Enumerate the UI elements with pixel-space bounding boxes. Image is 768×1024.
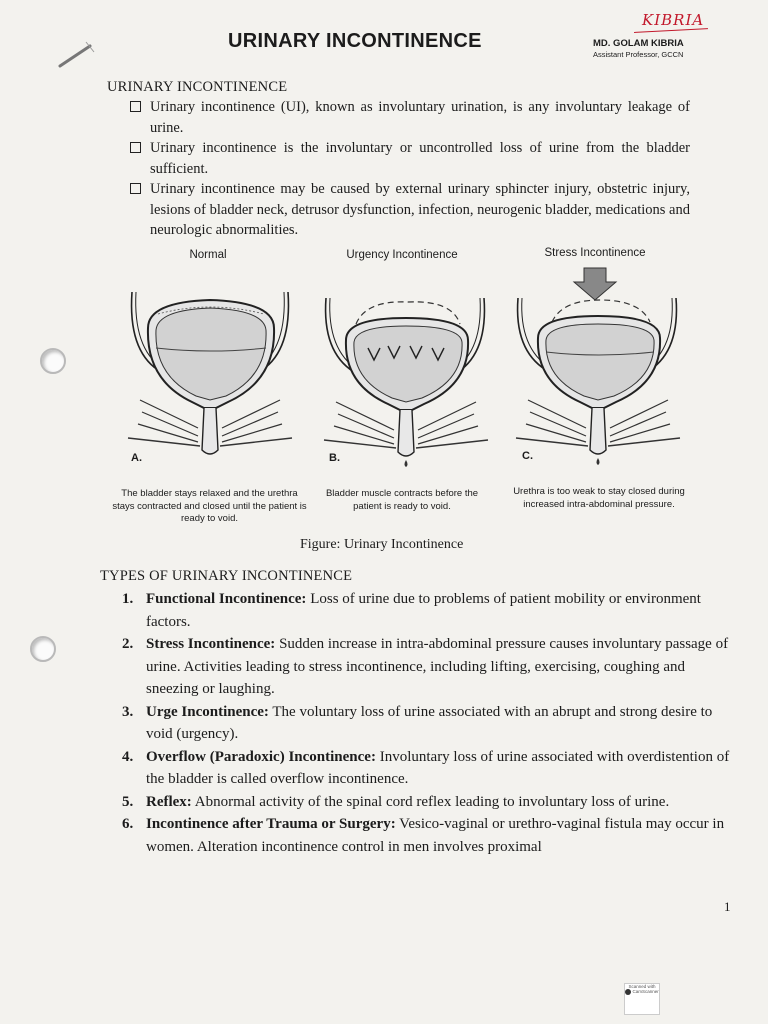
panel-letter-a: A. — [131, 452, 142, 464]
author-role: Assistant Professor, GCCN — [593, 50, 684, 59]
panel-caption-normal: The bladder stays relaxed and the urethra stays contracted and closed until the patient is ready to void. — [112, 488, 307, 524]
bullet-item — [130, 97, 690, 138]
staple-mark — [56, 40, 96, 70]
term-label: Reflex: — [146, 793, 192, 810]
panel-letter-b: B. — [329, 452, 340, 464]
scanner-stamp — [624, 983, 660, 1015]
panel-caption-stress: Urethra is too weak to stay closed during increased intra-abdominal pressure. — [513, 486, 685, 510]
document-title: URINARY INCONTINENCE — [228, 30, 482, 52]
types-list — [118, 588, 730, 858]
term-label: Urge Incontinence: — [146, 703, 269, 720]
term-label: Functional Incontinence: — [146, 591, 307, 607]
checkbox-bullet-icon — [130, 183, 141, 194]
section-heading-types: TYPES OF URINARY INCONTINENCE — [100, 568, 353, 584]
page-number: 1 — [724, 899, 731, 914]
bullet-item — [130, 138, 690, 179]
list-number: 6. — [122, 816, 134, 832]
term-description: Involuntary loss of urine associated with overdistention of the bladder is called overflow incontinence. — [146, 748, 730, 787]
figure-caption: Figure: Urinary Incontinence — [300, 537, 464, 552]
author-name: MD. GOLAM KIBRIA — [593, 38, 684, 49]
panel-letter-c: C. — [522, 450, 533, 462]
term-description: Abnormal activity of the spinal cord reflex leading to involuntary loss of urine. — [191, 793, 670, 810]
list-number: 2. — [122, 636, 134, 652]
bullet-item — [130, 179, 690, 241]
list-item — [118, 813, 730, 858]
bullet-text: Urinary incontinence is the involuntary or uncontrolled loss of urine from the bladder sufficient. — [150, 140, 690, 177]
handwritten-signature: KIBRIA — [642, 11, 705, 29]
bladder-diagram-normal — [118, 290, 303, 460]
list-number: 1. — [122, 591, 134, 607]
list-item — [118, 746, 730, 791]
bullet-text: Urinary incontinence may be caused by external urinary sphincter injury, obstetric injury, lesions of bladder neck, detrusor dysfunction, infection, neurogenic bladder, medications and neurologic abnormalities. — [150, 181, 690, 238]
term-label: Overflow (Paradoxic) Incontinence: — [146, 748, 376, 765]
list-item — [118, 633, 730, 701]
bullet-text: Urinary incontinence (UI), known as involuntary urination, is any involuntary leakage of urine. — [150, 99, 690, 136]
stamp-text: Scanned with — [628, 984, 656, 989]
term-label: Stress Incontinence: — [146, 636, 276, 652]
term-description: The voluntary loss of urine associated with an abrupt and strong desire to void (urgency). — [146, 703, 713, 742]
intro-bullet-list — [130, 97, 690, 241]
checkbox-bullet-icon — [130, 101, 141, 112]
panel-title-stress: Stress Incontinence — [544, 247, 646, 259]
punch-hole — [40, 348, 66, 374]
stamp-brand: CamScanner — [632, 989, 659, 995]
checkbox-bullet-icon — [130, 142, 141, 153]
camscanner-logo-icon — [625, 989, 631, 995]
author-block — [593, 38, 684, 59]
panel-title-normal: Normal — [189, 249, 227, 261]
list-item — [118, 791, 730, 814]
bladder-diagram-urgency — [318, 292, 503, 474]
panel-title-urgency: Urgency Incontinence — [346, 249, 458, 261]
list-number: 5. — [122, 793, 134, 810]
list-number: 3. — [122, 703, 134, 720]
list-number: 4. — [122, 748, 134, 765]
term-description: Vesico-vaginal or urethro-vaginal fistula may occur in women. Alteration incontinence control in men involves proximal — [146, 816, 725, 855]
section-heading-urinary-incontinence: URINARY INCONTINENCE — [107, 79, 288, 95]
term-description: Loss of urine due to problems of patient mobility or environment factors. — [146, 591, 701, 630]
list-item — [118, 701, 730, 746]
panel-caption-urgency: Bladder muscle contracts before the patient is ready to void. — [325, 488, 479, 512]
term-label: Incontinence after Trauma or Surgery: — [146, 816, 396, 832]
term-description: Sudden increase in intra-abdominal pressure causes involuntary passage of urine. Activities leading to stress incontinence, including lifting, exercising, coughing and sneezing or laughing. — [146, 636, 729, 697]
punch-hole — [30, 636, 56, 662]
bladder-diagram-stress — [510, 266, 695, 472]
list-item — [118, 588, 730, 633]
